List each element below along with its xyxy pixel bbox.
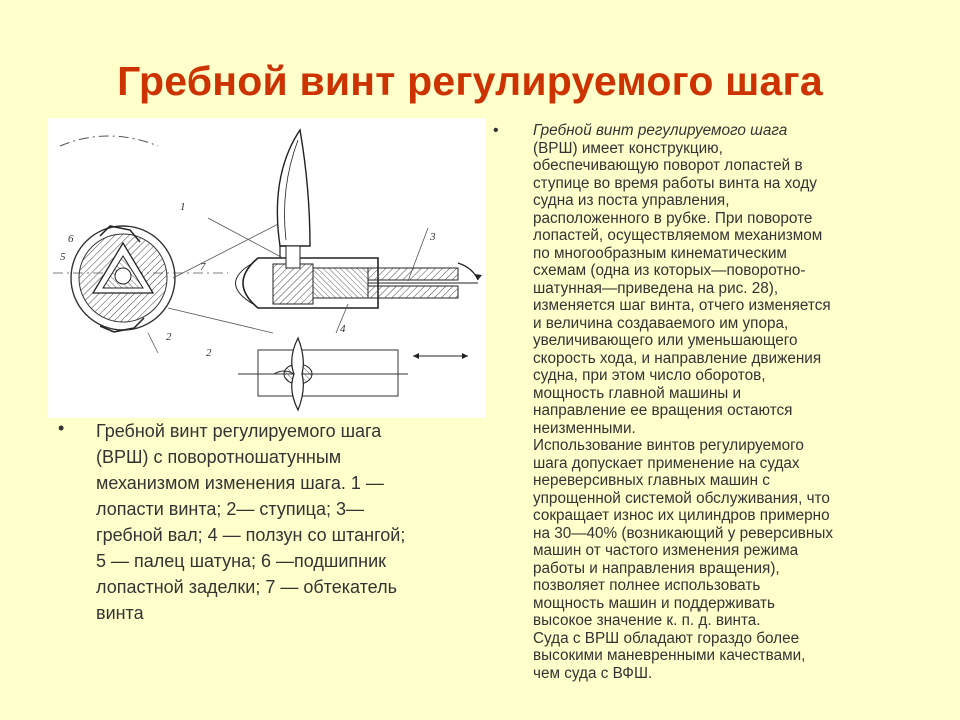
label-6: 6 xyxy=(68,233,74,245)
description-line: мощность главной машины и xyxy=(533,384,742,402)
propeller-blade xyxy=(277,130,310,246)
description-line: высокое значение к. п. д. винта. xyxy=(533,612,761,629)
description-line: неизменными. xyxy=(533,419,636,437)
description-line: высокими маневренными качествами, xyxy=(533,647,806,664)
label-5: 5 xyxy=(60,251,66,263)
propeller-plan-view xyxy=(238,338,468,410)
caption-line: механизмом изменения шага. 1 — xyxy=(96,473,384,493)
description-column xyxy=(493,122,913,682)
caption-line: (ВРШ) с поворотношатунным xyxy=(96,447,342,467)
description-line: лопастей, осуществляемом механизмом xyxy=(533,227,823,244)
caption-line: гребной вал; 4 — ползун со штангой; xyxy=(96,525,406,545)
description-line: схемам (одна из которых—поворотно- xyxy=(533,262,806,279)
description-line: чем суда с ВФШ. xyxy=(533,664,653,682)
description-line: Суда с ВРШ обладают гораздо более xyxy=(533,629,800,647)
description-line: изменяется шаг винта, отчего изменяется xyxy=(533,297,831,314)
propeller-diagram xyxy=(48,118,486,418)
description-line: на 30—40% (возникающий у реверсивных xyxy=(533,524,833,542)
description-line: упрощенной системой обслуживания, что xyxy=(533,489,830,507)
description-line: шатунная—приведена на рис. 28), xyxy=(533,279,779,297)
caption-line: лопасти винта; 2— ступица; 3— xyxy=(96,499,364,519)
description-line: шага допускает применение на судах xyxy=(533,454,800,472)
description-line: судна из поста управления, xyxy=(533,192,730,209)
figure-caption xyxy=(58,418,468,626)
description-line: ступице во время работы винта на ходу xyxy=(533,174,817,192)
description-line: сокращает износ их цилиндров примерно xyxy=(533,507,830,524)
description-line: работы и направления вращения), xyxy=(533,559,780,577)
propeller-shaft xyxy=(368,263,482,298)
description-line: судна, при этом число оборотов, xyxy=(533,367,766,384)
description-line: (ВРШ) имеет конструкцию, xyxy=(533,139,723,157)
caption-line: 5 — палец шатуна; 6 —подшипник xyxy=(96,551,387,571)
description-line: направление ее вращения остаются xyxy=(533,402,793,419)
caption-text xyxy=(96,418,468,626)
hub-cross-section xyxy=(71,226,175,332)
description-line: увеличивающего или уменьшающего xyxy=(533,332,798,349)
caption-line: Гребной винт регулируемого шага xyxy=(96,421,382,441)
description-line: машин от частого изменения режима xyxy=(533,542,799,559)
description-line: мощность машин и поддерживать xyxy=(533,594,775,612)
description-line: и величина создаваемого им упора, xyxy=(533,314,789,332)
description-line: расположенного в рубке. При повороте xyxy=(533,209,813,227)
label-2b: 2 xyxy=(166,331,172,343)
label-2: 2 xyxy=(206,347,212,359)
description-line: нереверсивных главных машин с xyxy=(533,472,770,489)
description-line: Использование винтов регулируемого xyxy=(533,437,804,454)
slide-title: Гребной винт регулируемого шага xyxy=(117,58,823,104)
caption-line: лопастной заделки; 7 — обтекатель xyxy=(96,577,397,597)
hub-side-view xyxy=(236,246,379,308)
description-line: обеспечивающую поворот лопастей в xyxy=(533,157,803,174)
description-lead: Гребной винт регулируемого шага xyxy=(533,122,788,139)
description-line: скорость хода, и направление движения xyxy=(533,349,822,367)
label-1: 1 xyxy=(180,201,186,213)
description-line: по многообразным кинематическим xyxy=(533,244,787,262)
description-text xyxy=(533,122,913,682)
bullet-marker: • xyxy=(58,418,65,438)
bullet-marker: • xyxy=(493,122,499,139)
description-line: позволяет полнее использовать xyxy=(533,577,761,594)
label-3: 3 xyxy=(430,231,436,243)
caption-line: винта xyxy=(96,603,144,623)
label-7: 7 xyxy=(200,261,206,273)
label-4: 4 xyxy=(340,323,346,335)
